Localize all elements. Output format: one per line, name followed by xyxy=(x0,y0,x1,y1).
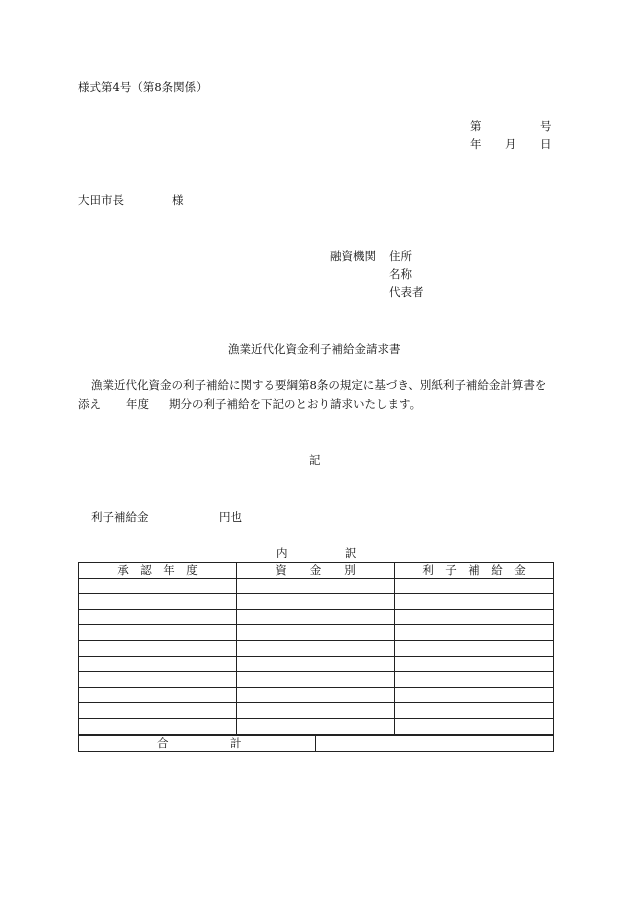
table-row xyxy=(79,718,554,734)
form-number: 様式第4号（第8条関係） xyxy=(78,80,208,94)
table-row xyxy=(79,640,554,656)
subsidy-amount-cell xyxy=(395,578,554,594)
amount-label: 利子補給金 xyxy=(91,510,149,524)
approval-year-cell xyxy=(79,703,237,719)
breakdown-heading-2: 訳 xyxy=(345,546,357,560)
body-line-2a: 添え xyxy=(78,397,101,411)
approval-year-cell xyxy=(79,609,237,625)
fund-type-cell xyxy=(237,703,395,719)
subsidy-amount-cell xyxy=(395,672,554,688)
approval-year-cell xyxy=(79,718,237,734)
total-value-cell xyxy=(316,736,554,752)
fund-type-cell xyxy=(237,656,395,672)
amount-unit: 円也 xyxy=(219,510,242,524)
body-line-2b: 年度 xyxy=(126,397,149,411)
total-table xyxy=(78,735,554,752)
ki-heading: 記 xyxy=(309,453,321,467)
fund-type-cell xyxy=(237,718,395,734)
fund-type-cell xyxy=(237,640,395,656)
body-line-1: 漁業近代化資金の利子補給に関する要綱第8条の規定に基づき、別紙利子補給金計算書を xyxy=(91,378,547,392)
fund-type-cell xyxy=(237,609,395,625)
body-line-2c: 期分の利子補給を下記のとおり請求いたします。 xyxy=(169,397,422,411)
breakdown-table xyxy=(78,562,554,735)
fund-type-cell xyxy=(237,594,395,610)
table-row xyxy=(79,672,554,688)
approval-year-cell xyxy=(79,594,237,610)
total-row xyxy=(79,736,554,752)
date-year: 年 xyxy=(470,137,482,151)
document-title: 漁業近代化資金利子補給金請求書 xyxy=(228,342,401,356)
table-row xyxy=(79,578,554,594)
total-label-cell xyxy=(79,736,316,752)
col-approval-year: 承 認 年 度 xyxy=(79,563,237,579)
subsidy-amount-cell xyxy=(395,703,554,719)
date-month: 月 xyxy=(505,137,517,151)
subsidy-amount-cell xyxy=(395,656,554,672)
fund-type-cell xyxy=(237,672,395,688)
total-label-1: 合 xyxy=(157,736,169,750)
fund-type-cell xyxy=(237,687,395,703)
col-subsidy-amount: 利 子 補 給 金 xyxy=(395,563,554,579)
institution-name-label: 名称 xyxy=(389,267,412,281)
table-row xyxy=(79,609,554,625)
institution-address-label: 住所 xyxy=(389,249,412,263)
approval-year-cell xyxy=(79,672,237,688)
table-row xyxy=(79,656,554,672)
subsidy-amount-cell xyxy=(395,609,554,625)
col-fund-type: 資 金 別 xyxy=(237,563,395,579)
approval-year-cell xyxy=(79,625,237,641)
date-day: 日 xyxy=(540,137,552,151)
fund-type-cell xyxy=(237,625,395,641)
subsidy-amount-cell xyxy=(395,625,554,641)
doc-number-prefix: 第 xyxy=(470,119,482,133)
approval-year-cell xyxy=(79,640,237,656)
fund-type-cell xyxy=(237,578,395,594)
approval-year-cell xyxy=(79,656,237,672)
addressee-honorific: 様 xyxy=(172,193,184,207)
addressee-name: 大田市長 xyxy=(78,193,124,207)
subsidy-amount-cell xyxy=(395,718,554,734)
institution-label: 融資機関 xyxy=(330,249,376,263)
table-row xyxy=(79,703,554,719)
breakdown-header-row xyxy=(79,563,554,579)
approval-year-cell xyxy=(79,687,237,703)
subsidy-amount-cell xyxy=(395,687,554,703)
subsidy-amount-cell xyxy=(395,594,554,610)
total-label-2: 計 xyxy=(230,736,242,750)
table-row xyxy=(79,594,554,610)
breakdown-heading-1: 内 xyxy=(276,546,288,560)
doc-number-suffix: 号 xyxy=(540,119,552,133)
approval-year-cell xyxy=(79,578,237,594)
institution-rep-label: 代表者 xyxy=(389,285,424,299)
subsidy-amount-cell xyxy=(395,640,554,656)
table-row xyxy=(79,625,554,641)
table-row xyxy=(79,687,554,703)
